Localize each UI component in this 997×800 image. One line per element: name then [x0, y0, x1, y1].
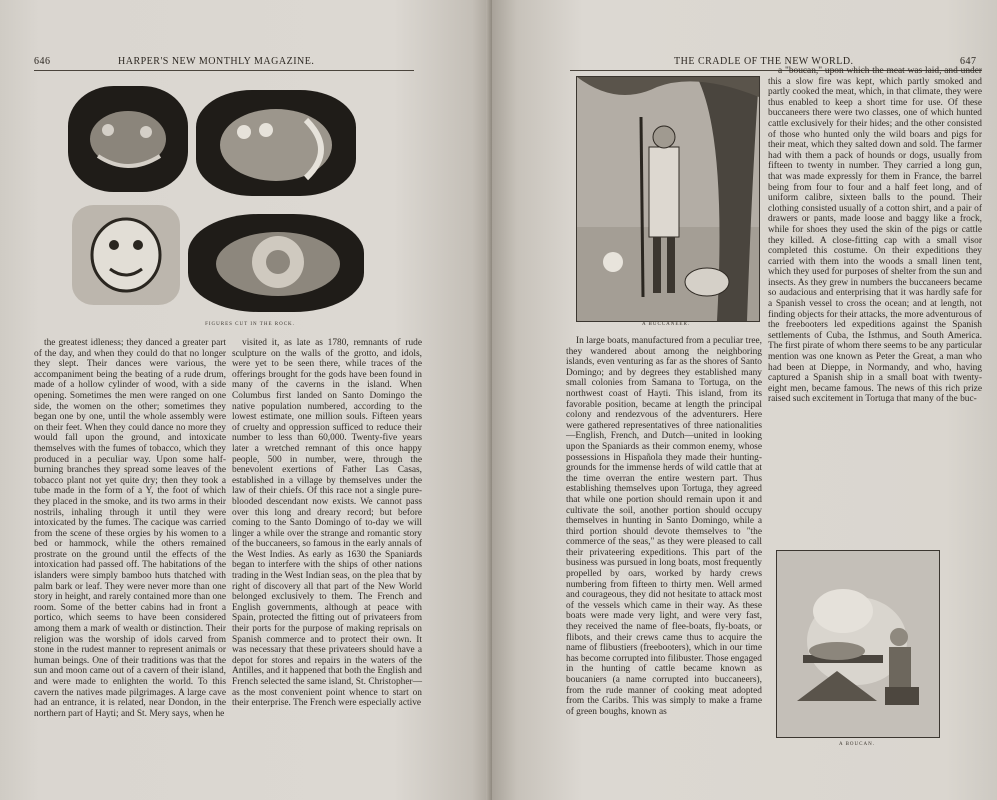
- boucan-caption: A BOUCAN.: [839, 742, 875, 747]
- header-rule: [34, 70, 414, 71]
- right-column-top: [768, 66, 982, 534]
- right-running-head: THE CRADLE OF THE NEW WORLD.: [674, 56, 854, 67]
- rock-figure-3: [72, 205, 180, 305]
- buccaneer-caption: A BUCCANEER.: [641, 322, 691, 327]
- column-text: visited it, as late as 1780, remnants of rude sculpture on the walls of the grotto, and idols, were yet to be seen there, while traces of the offerings brought for the gods have been found in many of the caverns in the island. When Columbus first landed on Santo Domingo the native population numbered, according to the lowest estimate, one million souls. Fifteen years of cruelty and oppression sufficed to reduce their number to less than 60,000. Twenty-five years later a wretched remnant of this once happy people, 500 in number, were, through the benevolent exertions of Father Las Casas, established in a village by themselves under the law of their chiefs. Of this race not a single pure-blooded descendant now exists. We cannot pass over this long and dreary record; but before coming to the Santo Domingo of to-day we will linger a while over the strange and romantic story of the buccaneers, so famous in the early annals of the West Indies. As early as 1630 the Spaniards began to interfere with the ships of other nations trading in the West Indian seas, on the plea that by right of discovery all that part of the New World belonged exclusively to them. The French and English governments, although at peace with Spain, protected the fitting out of privateers from their ports for the purpose of making reprisals on Spanish commerce and to protect their own. It was necessary that these privateers should have a depot for stores and repairs in the waters of the Antilles, and it happened that both the English and French selected the same island, St. Christopher—as the most convenient point whence to start on their enterprise. The French were especially active: [232, 338, 422, 709]
- left-column-1: [34, 338, 226, 788]
- right-page-number: 647: [960, 56, 977, 67]
- left-column-2: [232, 338, 422, 788]
- rock-figure-2: [196, 90, 356, 196]
- rock-figure-1: [68, 86, 188, 192]
- left-page: [0, 0, 492, 800]
- right-column-main: [566, 336, 762, 788]
- buccaneer-engraving: [576, 76, 760, 322]
- column-text: the greatest idleness; they danced a greater part of the day, and when they could do that no longer they slept. Their dances were various, the accompaniment being the beating of a rude drum, made of a hollow cylinder of wood, with a side opening. Sometimes the men were ranged on one side, the women on the other; sometimes they began one by one, until the whole assembly were on their feet. When they could dance no more they would fall upon the ground, and intoxicate themselves with the fumes of tobacco, which they produced in a peculiar way. Upon some half-burning branches they spread some leaves of the tobacco plant not yet quite dry; then they took a tube made in the form of a Y, the foot of which they placed in the smoke, and its two arms in their nostrils, inhaling through it until they were intoxicated by the fumes. The cacique was carried from the scene of these orgies by his women to a bed or hammock, while the others remained prostrate on the ground until the effects of the intoxication had passed off. The habitations of the islanders were simply bamboo huts thatched with palm bark or leaf. They were never more than one story in height, and rarely contained more than one room. Some of the better cabins had in front a portico, which seems to have been considered among them a mark of wealth or distinction. Their religion was the worship of idols carved from stone in the rudest manner to represent animals or human beings. One of their traditions was that the sun and moon came out of a cavern of their island, and were made to enlighten the world. To this cavern the natives made pilgrimages. A large cave had an entrance, it is related, near Dondon, in the northern part of Hayti; and St. Mery says, when he: [34, 338, 226, 719]
- left-page-number: 646: [34, 56, 51, 67]
- rock-figure-4: [188, 214, 364, 312]
- boucan-engraving: [776, 550, 940, 738]
- figure-caption: FIGURES CUT IN THE ROCK.: [205, 322, 295, 327]
- right-page: [492, 0, 997, 800]
- left-running-head: HARPER'S NEW MONTHLY MAGAZINE.: [118, 56, 315, 67]
- column-text: In large boats, manufactured from a peculiar tree, they wandered about among the neighboring islands, even venturing as far as the shores of Santo Domingo; and by degrees they established many small colonies from Samana to Tortuga, on the northwest coast of Hayti. This island, from its favorable position, became at length the principal colony and rendezvous of the adventurers. Here were gathered representatives of three nationalities—English, French, and Dutch—united in looking upon the Spaniards as their common enemy, whose possessions in Hispañola they made their hunting-grounds for the immense herds of wild cattle that at the time overran the entire western part. Thus establishing themselves upon Tortuga, they agreed that while one portion should remain upon it and cultivate the soil, another portion should occupy themselves in hunting in Santo Domingo, while a third portion should devote themselves to "the commerce of the seas," as they were pleased to call their privateering expeditions. This part of the business was pursued in long boats, most frequently propelled by oars, worked by hardy crews numbering from fifteen to thirty men. Well armed and courageous, they did not hesitate to attack most of the vessels which came in their way. As these boats were made very light, and were very fast, they received the name of flee-boats, fly-boats, or flibots, and their crews came thus to acquire the name of flibustiers (freebooters), which in our time has become corrupted into filibuster. Those engaged in the hunting of cattle became known as boucaniers (a name corrupted into buccaneers), from the rude manner of cooking meat adopted from the Caribs. This was simply to make a frame of green boughs, known as: [566, 336, 762, 717]
- column-text: a "boucan," upon which the meat was laid, and under this a slow fire was kept, which partly smoked and partly cooked the meat, which, in that climate, they were thus enabled to keep a short time for use. Of these buccaneers there were two classes, one of which hunted cattle exclusively for their hides; and the other consisted of those who hunted only the wild boars and pigs for their meat, which they salted down and sold. The farmer had with them a pack of hounds or dogs, usually from fifteen to twenty in number. They carried a long gun, that was made expressly for them in France, the barrel being from four to four and a half feet long, and of uniform calibre, sixteen balls to the pound. Their clothing consisted usually of a cotton shirt, and a pair of drawers or pants, made loose and baggy like a frock, while for shoes they used the skin of the pigs or cattle they killed. A close-fitting cap with a small visor completed this costume. On their expeditions they carried with them into the woods a small linen tent, which they used for purposes of shelter from the sun and insects. As they grew in numbers the buccaneers became so audacious and enterprising that it was hardly safe for a Spanish vessel to cross the ocean; and at length, not finding objects for their attacks, the more adventurous of the freebooters led expeditions against the Spanish settlements of Cuba, the Isthmus, and South America. The first pirate of whom there seems to be any particular mention was one known as Peter the Great, a man who had been at Dieppe, in Normandy, and who, having captured a Spanish ship in a small boat with twenty-eight men, became famous. The news of this rich prize raised such excitement in Tortuga that many of the buc-: [768, 66, 982, 405]
